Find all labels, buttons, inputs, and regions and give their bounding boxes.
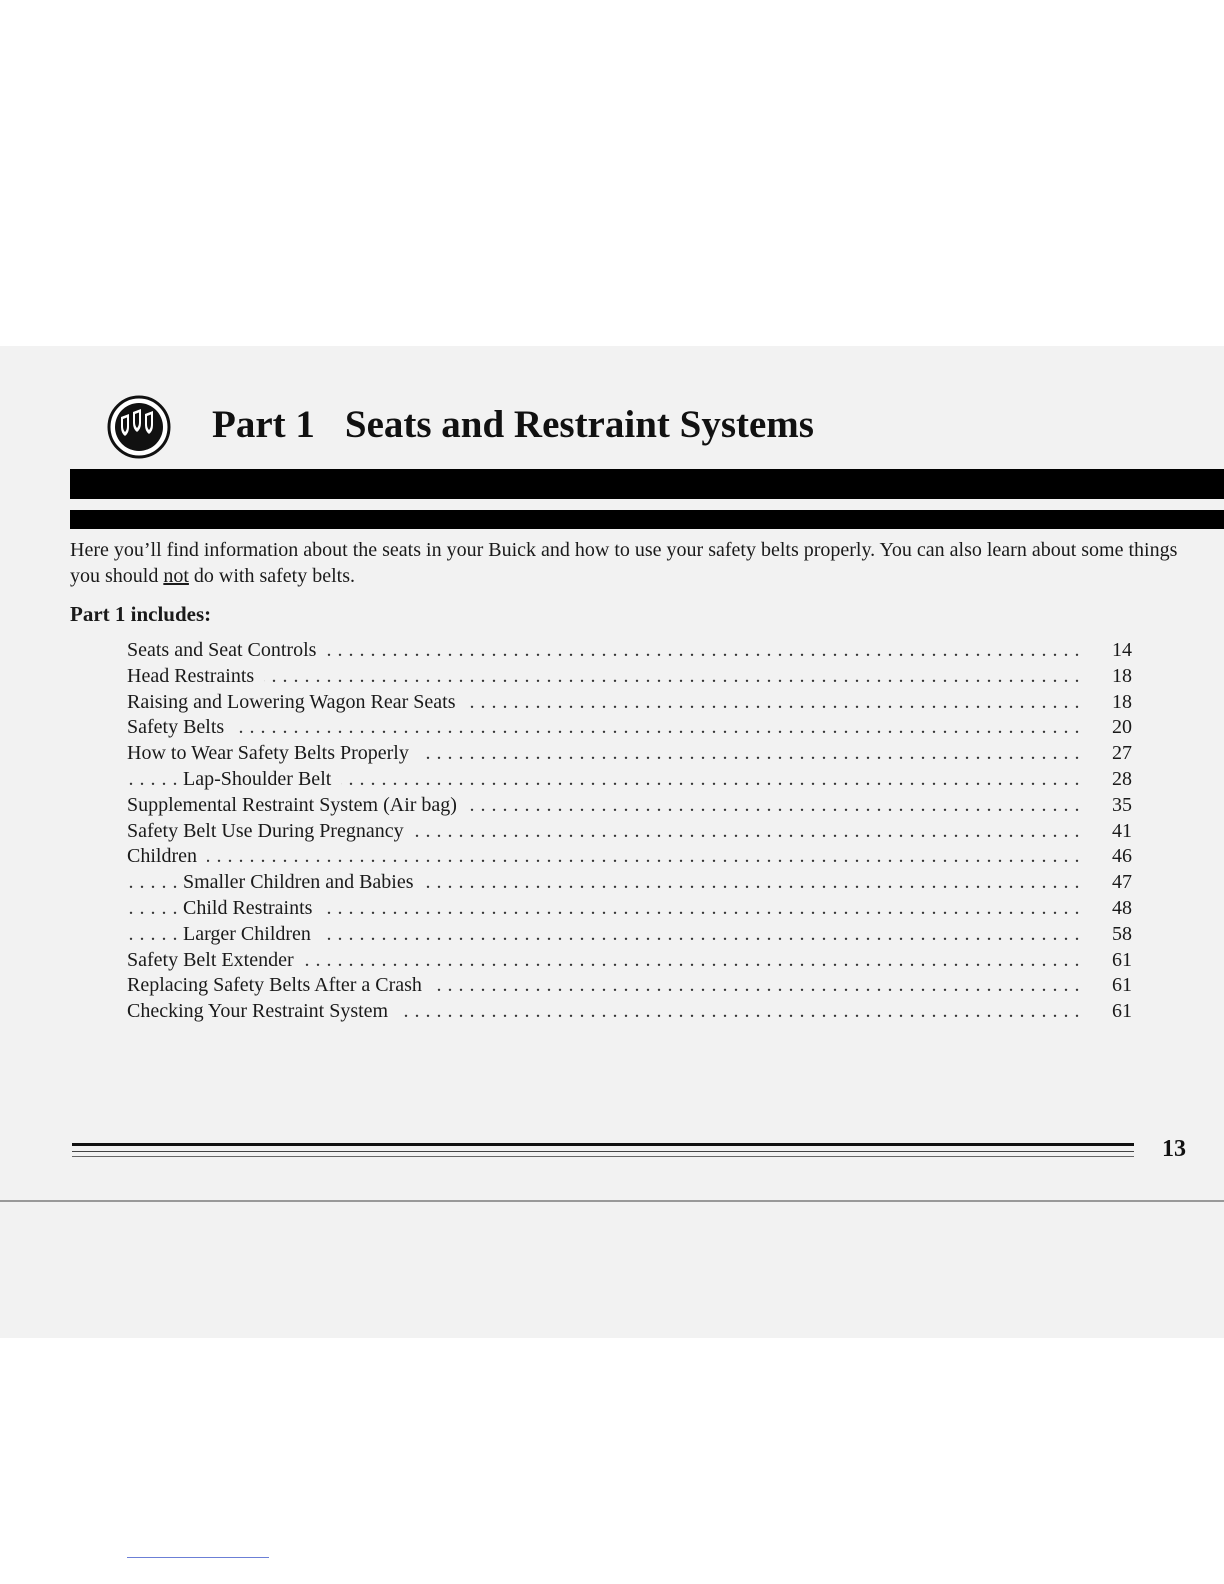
intro-text-end: do with safety belts.	[188, 565, 355, 587]
section-title: Seats and Restraint Systems	[344, 403, 814, 446]
toc-entry-page: 20	[1090, 715, 1132, 741]
toc-entry-label: How to Wear Safety Belts Properly	[127, 742, 419, 764]
toc-entry[interactable]	[127, 973, 1142, 999]
toc-entry-label: Replacing Safety Belts After a Crash	[127, 974, 432, 996]
toc-entry[interactable]	[127, 664, 1142, 690]
toc-entry[interactable]	[127, 819, 1142, 845]
part-label: Part 1	[212, 403, 315, 446]
page-title	[212, 399, 814, 451]
footer-rule	[72, 1143, 1134, 1146]
includes-heading: Part 1 includes:	[70, 602, 212, 626]
toc-entry-label: Smaller Children and Babies	[183, 871, 424, 893]
toc-entry-page: 18	[1090, 690, 1132, 716]
panel-edge-rule	[0, 1200, 1224, 1202]
toc-entry-page: 27	[1090, 741, 1132, 767]
toc-entry-label: Supplemental Restraint System (Air bag)	[127, 794, 467, 816]
toc-entry[interactable]	[127, 690, 1142, 716]
toc-entry-label: Larger Children	[183, 923, 321, 945]
footer-rule	[72, 1156, 1134, 1157]
header-bar-thick	[70, 469, 1224, 499]
toc-entry-page: 61	[1090, 948, 1132, 974]
toc-entry-page: 35	[1090, 793, 1132, 819]
toc-entry[interactable]	[127, 767, 1142, 793]
toc-entry-page: 41	[1090, 819, 1132, 845]
toc-entry-page: 46	[1090, 844, 1132, 870]
toc-entry-label: Head Restraints	[127, 665, 264, 687]
buick-tri-shield-icon	[107, 395, 171, 459]
table-of-contents	[127, 638, 1142, 1025]
toc-entry-label: Checking Your Restraint System	[127, 1000, 398, 1022]
footer-rule	[72, 1151, 1134, 1152]
toc-entry[interactable]	[127, 948, 1142, 974]
intro-paragraph	[70, 537, 1180, 589]
toc-entry-label: Seats and Seat Controls	[127, 639, 326, 661]
toc-entry-label: Safety Belt Use During Pregnancy	[127, 820, 414, 842]
toc-entry[interactable]	[127, 870, 1142, 896]
toc-entry-page: 58	[1090, 922, 1132, 948]
toc-entry-label: Children	[127, 845, 207, 867]
toc-entry-page: 28	[1090, 767, 1132, 793]
toc-entry-label: Child Restraints	[183, 897, 322, 919]
toc-entry[interactable]	[127, 896, 1142, 922]
toc-entry-page: 61	[1090, 999, 1132, 1025]
toc-entry-page: 48	[1090, 896, 1132, 922]
header-bar-thin	[70, 510, 1224, 529]
intro-text-start: Here you’ll find information about the seats in your Buick and how to use your safety belts properly. You can also learn about some things you should	[70, 539, 1178, 587]
intro-emphasis: not	[163, 565, 189, 587]
toc-entry[interactable]	[127, 715, 1142, 741]
bottom-mark	[127, 1557, 269, 1558]
toc-entry-page: 47	[1090, 870, 1132, 896]
toc-entry[interactable]	[127, 638, 1142, 664]
toc-entry-page: 18	[1090, 664, 1132, 690]
toc-entry[interactable]	[127, 999, 1142, 1025]
toc-entry-page: 61	[1090, 973, 1132, 999]
toc-entry[interactable]	[127, 922, 1142, 948]
toc-entry[interactable]	[127, 741, 1142, 767]
toc-entry-page: 14	[1090, 638, 1132, 664]
toc-entry-label: Raising and Lowering Wagon Rear Seats	[127, 691, 466, 713]
page-number: 13	[1162, 1136, 1186, 1162]
toc-entry-label: Safety Belts	[127, 716, 234, 738]
toc-entry-label: Lap-Shoulder Belt	[183, 768, 341, 790]
toc-entry-label: Safety Belt Extender	[127, 949, 304, 971]
toc-entry[interactable]	[127, 844, 1142, 870]
toc-entry[interactable]	[127, 793, 1142, 819]
